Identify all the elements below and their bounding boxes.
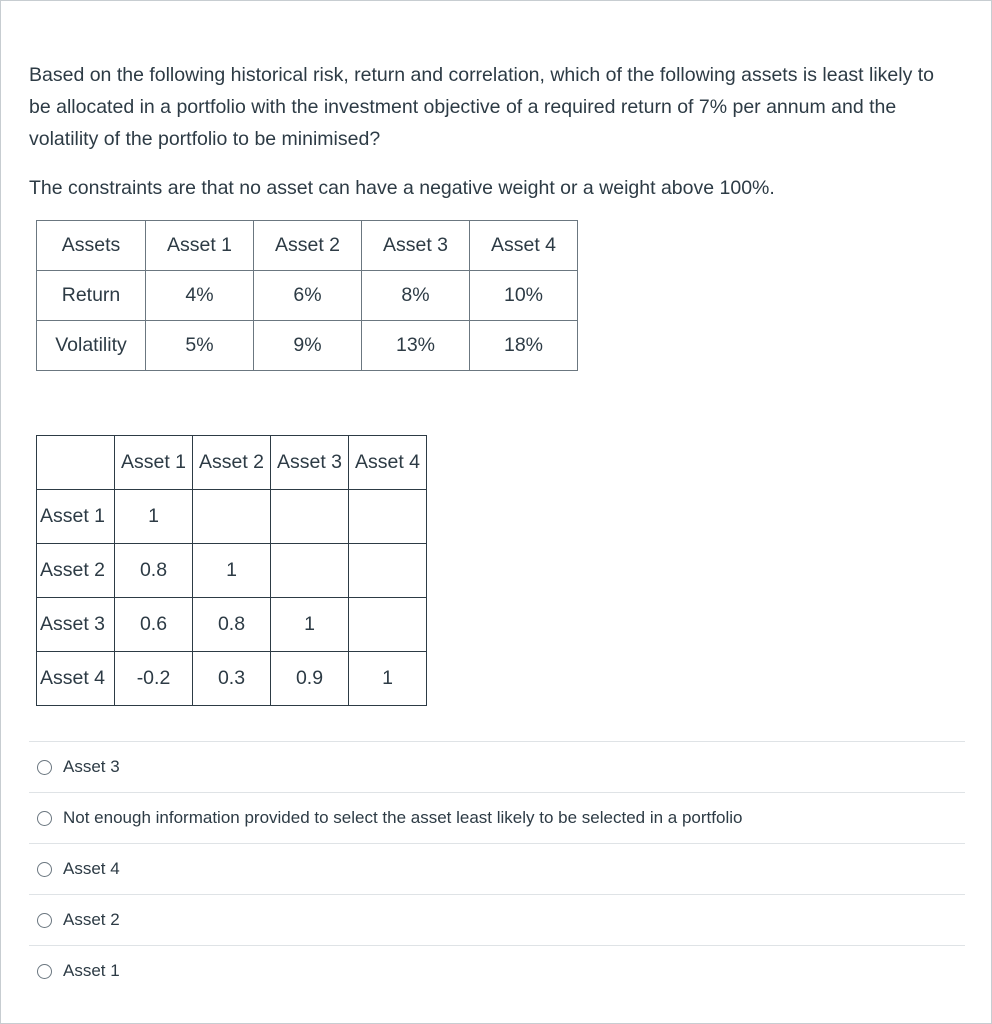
correlation-table (36, 435, 427, 706)
risk-return-table (36, 220, 578, 371)
table-cell: 13% (362, 321, 470, 371)
table-cell: -0.2 (115, 652, 193, 706)
table-cell: 0.8 (193, 598, 271, 652)
answer-option-not-enough-information[interactable] (29, 792, 965, 843)
table-row (37, 271, 578, 321)
table-cell: Return (37, 271, 146, 321)
table-cell (193, 490, 271, 544)
table-cell (349, 598, 427, 652)
table-header-cell (37, 436, 115, 490)
table-cell: 1 (193, 544, 271, 598)
table-cell: 4% (146, 271, 254, 321)
table-cell: 1 (349, 652, 427, 706)
table-cell (271, 490, 349, 544)
radio-button[interactable] (37, 964, 52, 979)
table-cell: 6% (254, 271, 362, 321)
answer-list (29, 741, 965, 996)
answer-option-asset-2[interactable] (29, 894, 965, 945)
radio-button[interactable] (37, 760, 52, 775)
table-row (37, 321, 578, 371)
table-header-row (37, 436, 427, 490)
table-row (37, 598, 427, 652)
table-header-cell: Asset 3 (362, 221, 470, 271)
table-header-cell: Asset 1 (115, 436, 193, 490)
radio-button[interactable] (37, 862, 52, 877)
table-cell: Volatility (37, 321, 146, 371)
table-cell: 0.6 (115, 598, 193, 652)
table-row-header: Asset 3 (37, 598, 115, 652)
table-header-cell: Asset 2 (254, 221, 362, 271)
answer-label[interactable]: Not enough information provided to select the asset least likely to be selected in a portfolio (63, 808, 743, 827)
table-header-cell: Asset 2 (193, 436, 271, 490)
question-text: Based on the following historical risk, return and correlation, which of the following assets is least likely to be allocated in a portfolio with the investment objective of a required return of 7% per annum and the volatility of the portfolio to be minimised? (29, 64, 935, 150)
table-row (37, 544, 427, 598)
table-cell: 0.3 (193, 652, 271, 706)
table-row-header: Asset 4 (37, 652, 115, 706)
constraints-text: The constraints are that no asset can have a negative weight or a weight above 100%. (29, 177, 775, 199)
table-cell: 9% (254, 321, 362, 371)
table-cell: 5% (146, 321, 254, 371)
table-cell (349, 544, 427, 598)
radio-button[interactable] (37, 811, 52, 826)
table-header-cell: Asset 4 (470, 221, 578, 271)
table-row (37, 490, 427, 544)
table-row (37, 652, 427, 706)
answer-option-asset-3[interactable] (29, 741, 965, 792)
radio-button[interactable] (37, 913, 52, 928)
table-header-cell: Asset 4 (349, 436, 427, 490)
answer-label[interactable]: Asset 2 (63, 910, 120, 929)
table-cell (349, 490, 427, 544)
answer-option-asset-1[interactable] (29, 945, 965, 996)
answer-label[interactable]: Asset 1 (63, 961, 120, 980)
table-cell: 0.9 (271, 652, 349, 706)
table-cell: 0.8 (115, 544, 193, 598)
table-cell: 10% (470, 271, 578, 321)
table-row-header: Asset 2 (37, 544, 115, 598)
table-header-cell: Asset 3 (271, 436, 349, 490)
table-row-header: Asset 1 (37, 490, 115, 544)
table-header-cell: Assets (37, 221, 146, 271)
table-header-cell: Asset 1 (146, 221, 254, 271)
table-cell: 1 (115, 490, 193, 544)
table-cell (271, 544, 349, 598)
answer-option-asset-4[interactable] (29, 843, 965, 894)
table-cell: 18% (470, 321, 578, 371)
answer-label[interactable]: Asset 4 (63, 859, 120, 878)
table-cell: 1 (271, 598, 349, 652)
answer-label[interactable]: Asset 3 (63, 757, 120, 776)
table-header-row (37, 221, 578, 271)
table-cell: 8% (362, 271, 470, 321)
